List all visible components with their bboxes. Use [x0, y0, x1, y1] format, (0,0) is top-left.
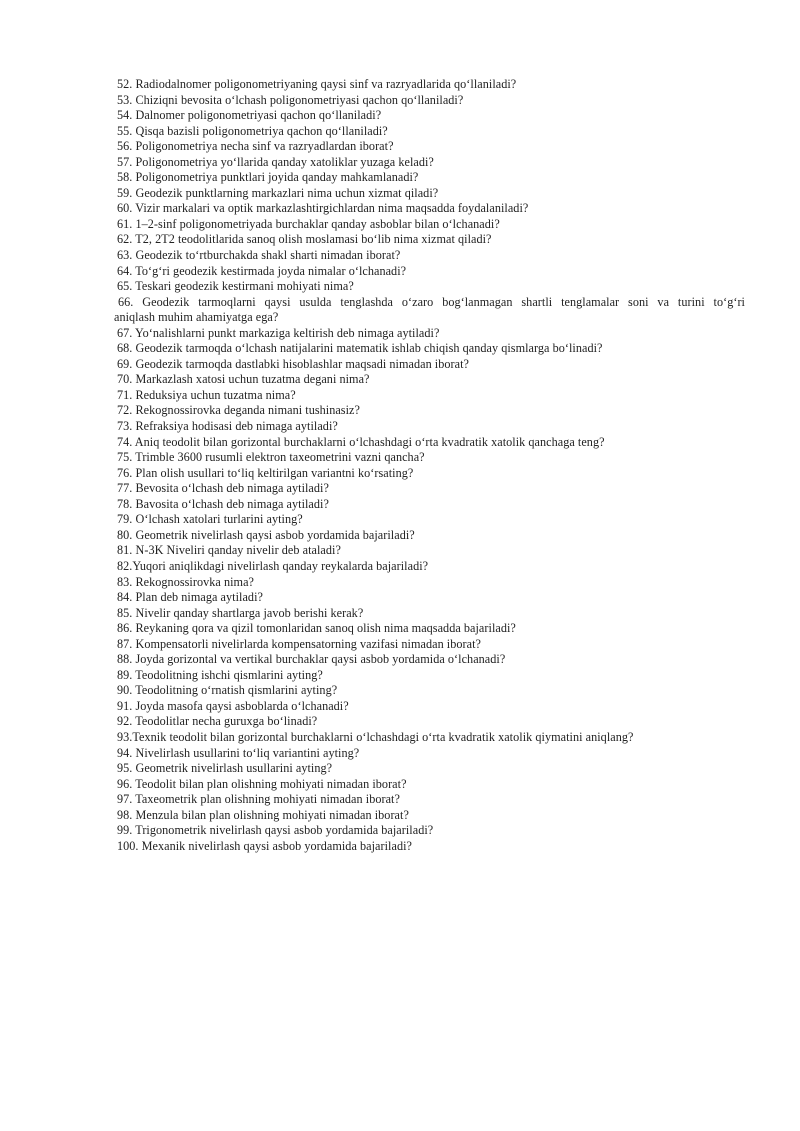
question-item: 63. Geodezik to‘rtburchakda shakl sharti nimadan iborat?: [117, 248, 401, 263]
question-item: 86. Reykaning qora va qizil tomonlaridan sanoq olish nima maqsadda bajariladi?: [117, 621, 516, 636]
question-item: 57. Poligonometriya yo‘llarida qanday xatoliklar yuzaga keladi?: [117, 154, 434, 169]
question-item: 77. Bevosita o‘lchash deb nimaga aytiladi?: [117, 481, 329, 496]
question-item: 78. Bavosita o‘lchash deb nimaga aytiladi?: [117, 496, 329, 511]
question-item: 75. Trimble 3600 rusumli elektron taxeometrini vazni qancha?: [117, 450, 425, 465]
question-item: 100. Mexanik nivelirlash qaysi asbob yordamida bajariladi?: [117, 838, 412, 853]
question-item: 92. Teodolitlar necha guruxga bo‘linadi?: [117, 714, 318, 729]
question-item: 72. Rekognossirovka deganda nimani tushinasiz?: [117, 403, 360, 418]
question-line-1: 66. Geodezik tarmoqlarni qaysi usulda tenglashda o‘zaro bog‘lanmagan shartli tenglamalar soni va turini to‘g‘ri: [118, 294, 745, 309]
question-item: 69. Geodezik tarmoqda dastlabki hisoblashlar maqsadi nimadan iborat?: [117, 356, 469, 371]
question-item: 59. Geodezik punktlarning markazlari nima uchun xizmat qiladi?: [117, 185, 439, 200]
question-item: 54. Dalnomer poligonometriyasi qachon qo‘llaniladi?: [117, 108, 382, 123]
question-item: 56. Poligonometriya necha sinf va razryadlardan iborat?: [117, 139, 394, 154]
question-item: 98. Menzula bilan plan olishning mohiyati nimadan iborat?: [117, 807, 409, 822]
question-item: 81. N-3K Niveliri qanday nivelir deb ataladi?: [117, 543, 341, 558]
question-item: 93.Texnik teodolit bilan gorizontal burchaklarni o‘lchashdagi o‘rta kvadratik xatolik qiymatini aniqlang?: [117, 729, 634, 744]
question-item: 55. Qisqa bazisli poligonometriya qachon qo‘llaniladi?: [117, 123, 388, 138]
question-item: 61. 1–2-sinf poligonometriyada burchaklar qanday asboblar bilan o‘lchanadi?: [117, 216, 500, 231]
question-item: 73. Refraksiya hodisasi deb nimaga aytiladi?: [117, 419, 338, 434]
question-item: 71. Reduksiya uchun tuzatma nima?: [117, 387, 296, 402]
question-item: 94. Nivelirlash usullarini to‘liq variantini ayting?: [117, 745, 360, 760]
question-item: 89. Teodolitning ishchi qismlarini ayting?: [117, 667, 323, 682]
question-item: 82.Yuqori aniqlikdagi nivelirlash qanday reykalarda bajariladi?: [117, 558, 429, 573]
question-item: 88. Joyda gorizontal va vertikal burchaklar qaysi asbob yordamida o‘lchanadi?: [117, 652, 506, 667]
question-item: 68. Geodezik tarmoqda o‘lchash natijalarini matematik ishlab chiqish qanday qismlarga bo‘linadi?: [117, 341, 603, 356]
question-item: 65. Teskari geodezik kestirmani mohiyati nima?: [117, 279, 354, 294]
question-item: 60. Vizir markalari va optik markazlashtirgichlardan nima maqsadda foydalaniladi?: [117, 201, 529, 216]
question-item: 62. T2, 2T2 teodolitlarida sanoq olish moslamasi bo‘lib nima xizmat qiladi?: [117, 232, 492, 247]
question-item: 83. Rekognossirovka nima?: [117, 574, 254, 589]
question-item: 58. Poligonometriya punktlari joyida qanday mahkamlanadi?: [117, 170, 419, 185]
question-item: 53. Chiziqni bevosita o‘lchash poligonometriyasi qachon qo‘llaniladi?: [117, 92, 464, 107]
question-item: 96. Teodolit bilan plan olishning mohiyati nimadan iborat?: [117, 776, 407, 791]
question-item: 97. Taxeometrik plan olishning mohiyati nimadan iborat?: [117, 792, 400, 807]
question-item-multiline: [114, 295, 745, 326]
question-item: 52. Radiodalnomer poligonometriyaning qaysi sinf va razryadlarida qo‘llaniladi?: [117, 77, 517, 91]
question-item: 99. Trigonometrik nivelirlash qaysi asbob yordamida bajariladi?: [117, 823, 434, 838]
question-item: 90. Teodolitning o‘rnatish qismlarini ayting?: [117, 683, 338, 698]
question-item: 70. Markazlash xatosi uchun tuzatma degani nima?: [117, 372, 370, 387]
question-item: 64. To‘g‘ri geodezik kestirmada joyda nimalar o‘lchanadi?: [117, 263, 407, 278]
question-item: 91. Joyda masofa qaysi asboblarda o‘lchanadi?: [117, 698, 349, 713]
question-item: 87. Kompensatorli nivelirlarda kompensatorning vazifasi nimadan iborat?: [117, 636, 481, 651]
question-item: 67. Yo‘nalishlarni punkt markaziga keltirish deb nimaga aytiladi?: [117, 325, 440, 340]
question-item: 74. Aniq teodolit bilan gorizontal burchaklarni o‘lchashdagi o‘rta kvadratik xatolik qanchaga teng?: [117, 434, 605, 449]
question-item: 79. O‘lchash xatolari turlarini ayting?: [117, 512, 303, 527]
question-item: 76. Plan olish usullari to‘liq keltirilgan variantni ko‘rsating?: [117, 465, 414, 480]
question-item: 84. Plan deb nimaga aytiladi?: [117, 590, 263, 605]
question-list: [114, 77, 745, 854]
question-line-2: aniqlash muhim ahamiyatga ega?: [114, 310, 279, 325]
question-item: 95. Geometrik nivelirlash usullarini ayting?: [117, 761, 333, 776]
question-item: 80. Geometrik nivelirlash qaysi asbob yordamida bajariladi?: [117, 527, 415, 542]
question-item: 85. Nivelir qanday shartlarga javob berishi kerak?: [117, 605, 364, 620]
